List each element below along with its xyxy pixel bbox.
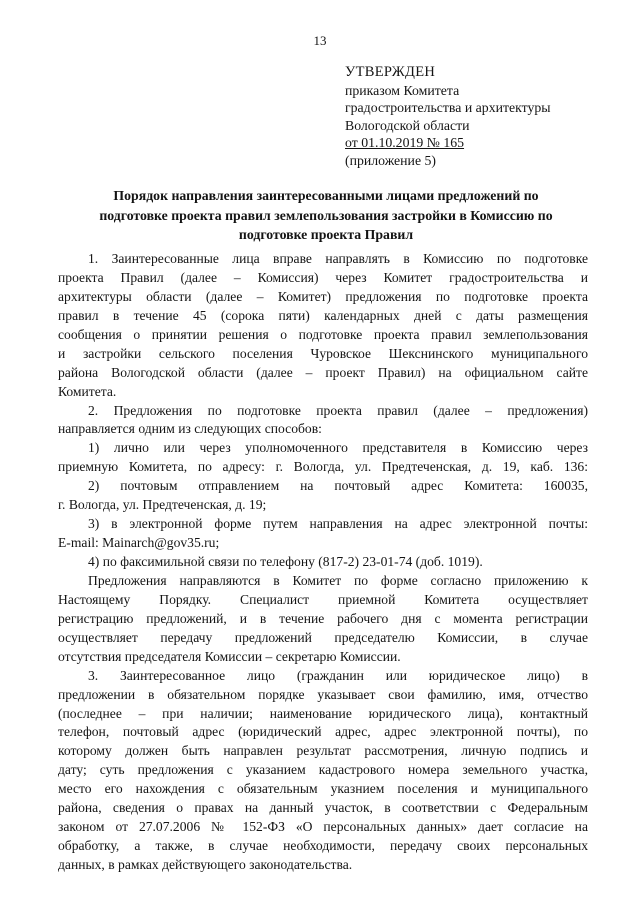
paragraph-line: сообщения о принятии решения о подготовке проекта правил землепользования [58, 326, 588, 342]
paragraph-line: 1. Заинтересованные лица вправе направлять в Комиссию по подготовке [88, 251, 588, 266]
document-body [58, 250, 588, 875]
approval-line: градостроительства и архитектуры [345, 100, 551, 115]
title-line: подготовке проекта Правил [238, 227, 414, 242]
paragraph-line: Предложения направляются в Комитет по форме согласно приложению к [88, 572, 588, 588]
paragraph-line: E-mail: Mainarch@gov35.ru; [58, 535, 220, 551]
paragraph-line: (последнее – при наличии; наименование юридического лица), контактный [58, 705, 588, 721]
paragraph-line: г. Вологда, ул. Предтеченская, д. 19; [58, 497, 267, 513]
paragraph-line: приемную Комитета, по адресу: г. Вологда, ул. Предтеченская, д. 19, каб. 136: [58, 459, 588, 475]
approved-heading: УТВЕРЖДЕН [345, 64, 436, 80]
paragraph-line: района, сведения о правах на данный участок, в соответствии с Федеральным [58, 800, 588, 816]
paragraph-line: предложении в обязательном порядке указывает свои фамилию, имя, отчество [58, 686, 588, 702]
paragraph-line: данных, в рамках действующего законодательства. [58, 857, 353, 872]
approval-stamp-block [345, 64, 615, 169]
paragraph-line: архитектуры области (далее – Комитет) предложения по подготовке проекта [58, 288, 588, 304]
paragraph-line: отсутствия председателя Комиссии – секретарю Комиссии. [58, 648, 401, 664]
paragraph-line: 1) лично или через уполномоченного представителя в Комиссию через [88, 440, 588, 456]
paragraph-line: Комитета. [58, 383, 117, 399]
paragraph-line: дату; суть предложения с указанием кадастрового номера земельного участка, [58, 762, 588, 778]
paragraph-line: 2. Предложения по подготовке проекта правил (далее – предложения) [88, 402, 588, 418]
paragraph-line: которому должен быть направлен результат рассмотрения, личную подпись и [58, 743, 588, 759]
appendix-note: (приложение 5) [345, 152, 437, 168]
paragraph-line: проекта Правил (далее – Комиссия) через Комитет градостроительства и [58, 269, 588, 285]
paragraph-line: района Вологодской области (далее – проект Правил) на официальном сайте [58, 364, 588, 380]
title-line: подготовке проекта правил землепользования застройки в Комиссию по [99, 207, 553, 223]
title-line: Порядок направления заинтересованными лицами предложений по [113, 188, 539, 203]
paragraph-line: 4) по факсимильной связи по телефону (817-2) 23-01-74 (доб. 1019). [88, 554, 483, 569]
paragraph-line: законом от 27.07.2006 № 152-ФЗ «О персональных данных» дает согласие на [58, 819, 588, 835]
paragraph-line: телефон, почтовый адрес (юридический адрес, адрес электронной почты), по [58, 724, 588, 740]
page-number: 13 [313, 33, 327, 48]
approval-line: Вологодской области [345, 117, 470, 133]
paragraph-line: 3. Заинтересованное лицо (гражданин или юридическое лицо) в [88, 667, 588, 683]
document-title [52, 186, 600, 245]
approval-line: приказом Комитета [345, 82, 460, 98]
paragraph-line: осуществляет передачу предложений председателю Комиссии, в случае [58, 629, 588, 645]
paragraph-line: Настоящему Порядку. Специалист приемной Комитета осуществляет [58, 591, 588, 607]
paragraph-line: направляется одним из следующих способов: [58, 421, 322, 437]
paragraph-line: регистрацию предложений, и в течение рабочего дня с момента регистрации [58, 610, 588, 626]
paragraph-line: и застройки сельского поселения Чуровское Шекснинского муниципального [58, 345, 588, 361]
paragraph-line: обработку, а также, в случае необходимости, передачу своих персональных [58, 838, 588, 854]
order-date: от 01.10.2019 № 165 [345, 135, 465, 150]
paragraph-line: правил в течение 45 (сорока пяти) календарных дней с даты размещения [58, 307, 588, 323]
paragraph-line: 3) в электронной форме путем направления на адрес электронной почты: [88, 516, 588, 532]
paragraph-line: место его нахождения с обязательным указнием поселения и муниципального [58, 781, 588, 797]
paragraph-line: 2) почтовым отправлением на почтовый адрес Комитета: 160035, [88, 478, 588, 494]
